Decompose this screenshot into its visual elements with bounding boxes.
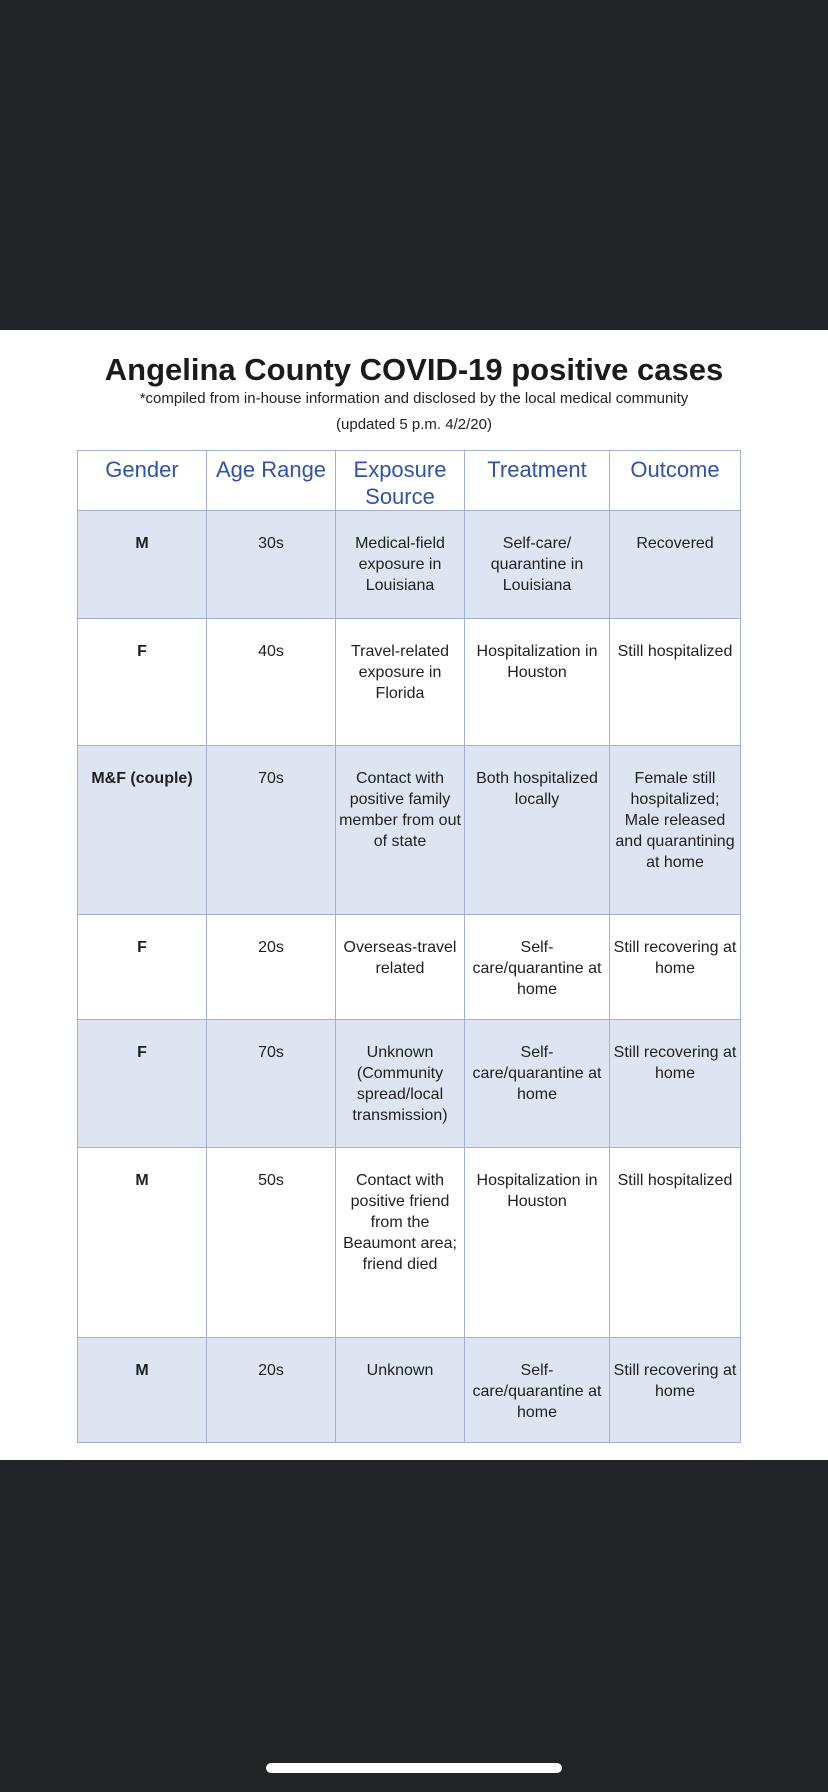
cell-exposure: Contact with positive family member from out of state xyxy=(336,746,465,915)
cell-treatment: Both hospitalized locally xyxy=(465,746,610,915)
cell-outcome: Still recovering at home xyxy=(610,1338,741,1443)
cell-exposure: Medical-field exposure in Louisiana xyxy=(336,511,465,619)
cell-treatment: Self-care/quarantine at home xyxy=(465,1020,610,1148)
document-title: Angelina County COVID-19 positive cases xyxy=(104,352,724,387)
header-gender: Gender xyxy=(78,451,207,511)
cell-gender: F xyxy=(78,619,207,746)
header-exposure-source: Exposure Source xyxy=(336,451,465,511)
cell-exposure: Travel-related exposure in Florida xyxy=(336,619,465,746)
cell-age: 20s xyxy=(207,915,336,1020)
cell-outcome: Still hospitalized xyxy=(610,619,741,746)
table-row xyxy=(78,746,741,915)
cell-treatment: Hospitalization in Houston xyxy=(465,1148,610,1338)
cell-age: 50s xyxy=(207,1148,336,1338)
cell-gender: M xyxy=(78,1338,207,1443)
cell-outcome: Still hospitalized xyxy=(610,1148,741,1338)
header-row xyxy=(78,451,741,511)
cell-outcome: Still recovering at home xyxy=(610,1020,741,1148)
table-row xyxy=(78,1338,741,1443)
cell-treatment: Self-care/ quarantine in Louisiana xyxy=(465,511,610,619)
cell-gender: M&F (couple) xyxy=(78,746,207,915)
cell-treatment: Self-care/quarantine at home xyxy=(465,915,610,1020)
cell-gender: F xyxy=(78,915,207,1020)
cell-age: 70s xyxy=(207,746,336,915)
table-row xyxy=(78,619,741,746)
cases-table xyxy=(77,450,741,1443)
cell-exposure: Unknown (Community spread/local transmission) xyxy=(336,1020,465,1148)
cell-exposure: Unknown xyxy=(336,1338,465,1443)
cell-gender: M xyxy=(78,1148,207,1338)
updated-note: (updated 5 p.m. 4/2/20) xyxy=(336,416,492,433)
table-row xyxy=(78,511,741,619)
cell-treatment: Self-care/quarantine at home xyxy=(465,1338,610,1443)
cell-age: 20s xyxy=(207,1338,336,1443)
cell-outcome: Female still hospitalized; Male released and quarantining at home xyxy=(610,746,741,915)
header-age-range: Age Range xyxy=(207,451,336,511)
home-indicator[interactable] xyxy=(266,1763,562,1773)
document-image xyxy=(0,330,828,1460)
cell-outcome: Still recovering at home xyxy=(610,915,741,1020)
cell-age: 70s xyxy=(207,1020,336,1148)
table-row xyxy=(78,915,741,1020)
cell-exposure: Overseas-travel related xyxy=(336,915,465,1020)
cell-gender: F xyxy=(78,1020,207,1148)
cell-age: 40s xyxy=(207,619,336,746)
header-outcome: Outcome xyxy=(610,451,741,511)
cell-treatment: Hospitalization in Houston xyxy=(465,619,610,746)
cell-exposure: Contact with positive friend from the Beaumont area; friend died xyxy=(336,1148,465,1338)
table-row xyxy=(78,1020,741,1148)
table-row xyxy=(78,1148,741,1338)
cell-outcome: Recovered xyxy=(610,511,741,619)
header-treatment: Treatment xyxy=(465,451,610,511)
cell-gender: M xyxy=(78,511,207,619)
document-subtitle: *compiled from in-house information and disclosed by the local medical community xyxy=(139,390,689,407)
cell-age: 30s xyxy=(207,511,336,619)
